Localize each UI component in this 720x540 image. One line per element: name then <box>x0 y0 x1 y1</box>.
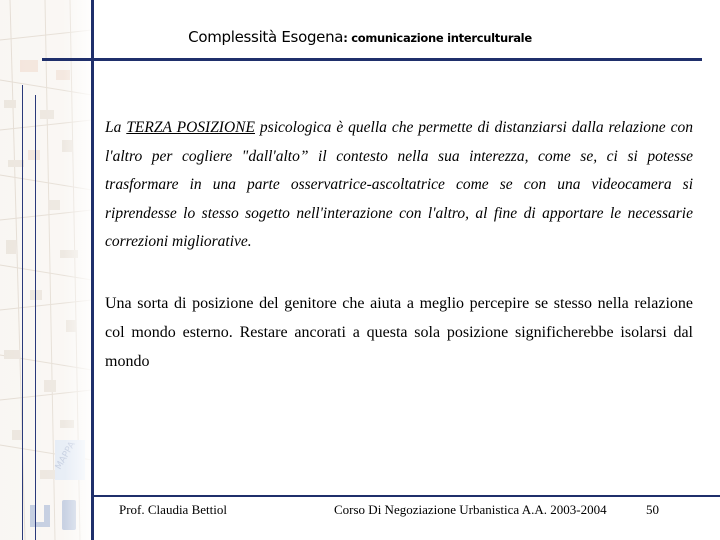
vertical-divider <box>91 0 94 540</box>
slide-title <box>0 27 720 46</box>
paragraph1-rest: psicologica è quella che permette di distanziarsi dalla relazione con l'altro per cogliere "dall'alto” il contesto nella sua interezza, come se, ci si potesse trasformare in una parte osservatrice-ascoltatrice come se con una videocamera si riprendesse lo stesso sogetto nell'interazione con l'altro, al fine di apportare le necessarie correzioni migliorative. <box>105 119 693 250</box>
paragraph-genitore: Una sorta di posizione del genitore che aiuta a meglio percepire se stesso nella relazione col mondo esterno. Restare ancorati a questa sola posizione significherebbe isolarsi dal mondo <box>105 295 693 370</box>
paragraph1-start: La <box>105 119 127 136</box>
title-main: Complessità Esogena <box>188 28 344 46</box>
page-number: 50 <box>646 502 659 517</box>
term-terza-posizione: TERZA POSIZIONE <box>126 119 255 136</box>
decorative-thin-line <box>35 95 36 540</box>
paragraph-terza-posizione <box>105 114 693 257</box>
footer-course: Corso Di Negoziazione Urbanistica A.A. 2003-2004 <box>334 502 607 517</box>
footer-author: Prof. Claudia Bettiol <box>119 502 227 517</box>
decorative-thin-line <box>22 85 23 540</box>
map-fade-overlay <box>0 0 92 540</box>
footer-divider <box>92 495 720 497</box>
title-subtitle: : comunicazione interculturale <box>343 31 532 45</box>
title-underline <box>42 58 702 61</box>
